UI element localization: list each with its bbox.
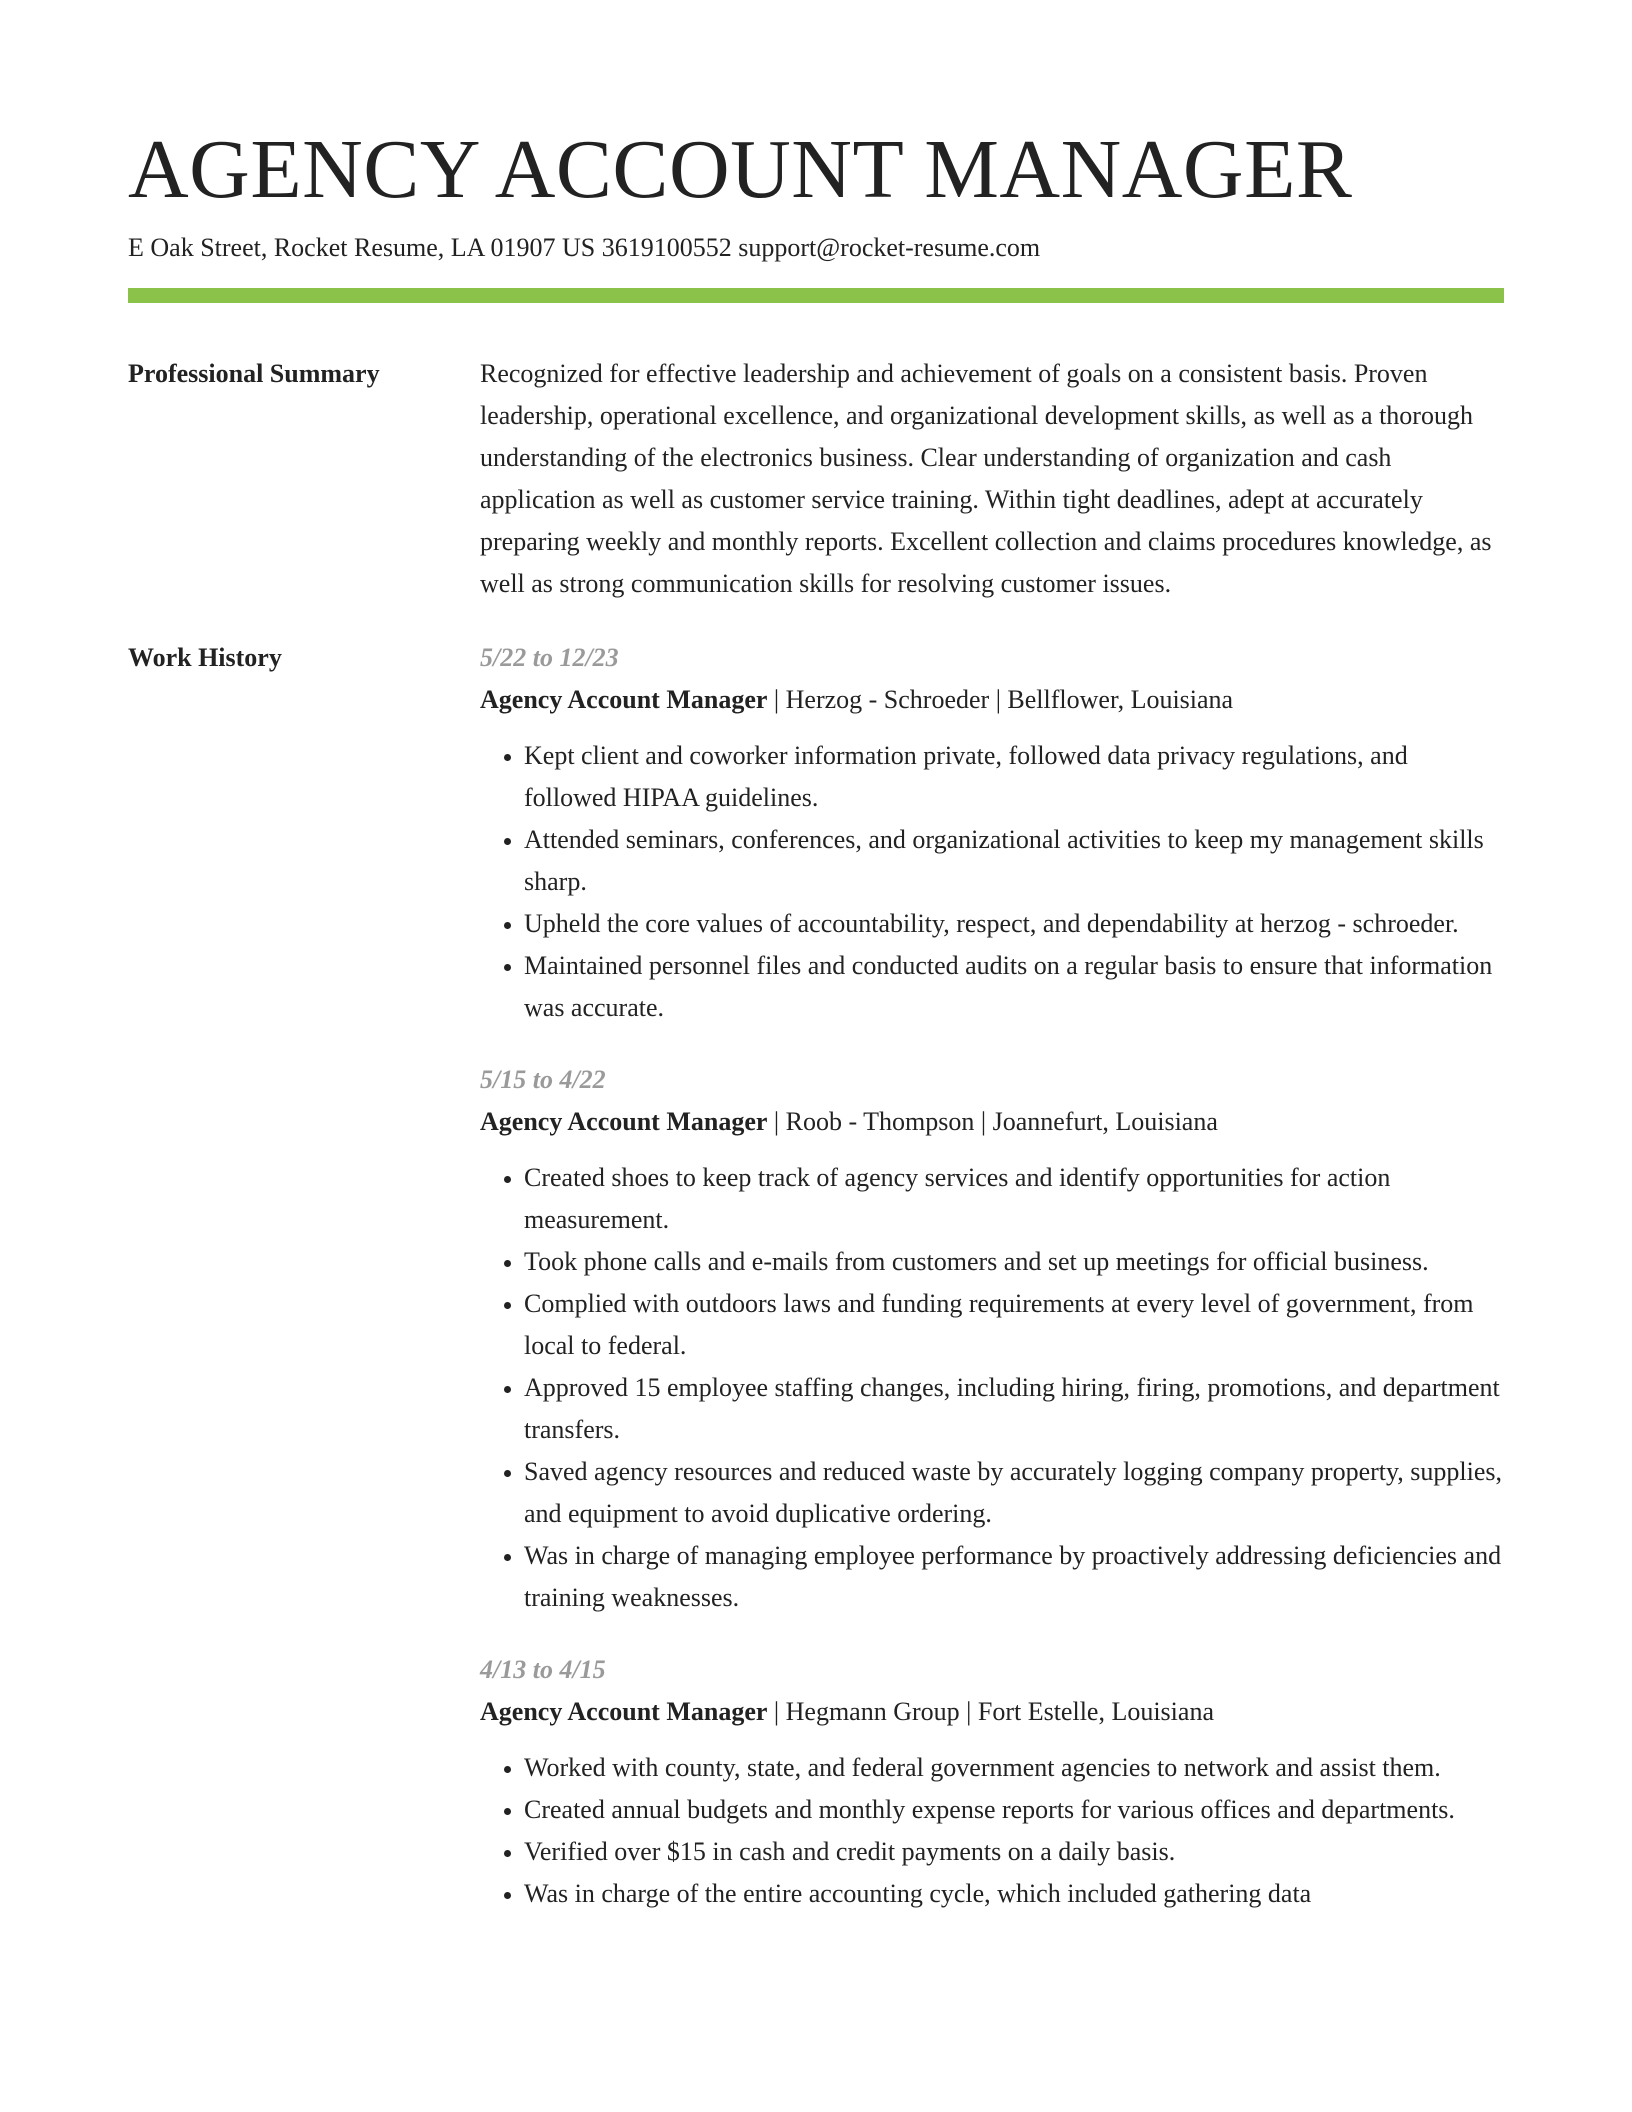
job-bullet: • Approved 15 employee staffing changes, including hiring, firing, promotions, and department transfers. bbox=[524, 1367, 1504, 1451]
job-role: Agency Account Manager bbox=[480, 1107, 768, 1136]
job-entry bbox=[480, 1059, 1504, 1619]
job-heading bbox=[480, 1101, 1504, 1143]
job-bullet: • Took phone calls and e-mails from customers and set up meetings for official business. bbox=[524, 1241, 1504, 1283]
job-location: Fort Estelle, Louisiana bbox=[977, 1697, 1214, 1726]
job-bullet: • Upheld the core values of accountability, respect, and dependability at herzog - schroeder. bbox=[524, 903, 1504, 945]
job-separator: | bbox=[767, 685, 786, 714]
contact-line: E Oak Street, Rocket Resume, LA 01907 US 3619100552 support@rocket-resume.com bbox=[128, 233, 1041, 262]
job-heading bbox=[480, 1691, 1504, 1733]
job-role: Agency Account Manager bbox=[480, 1697, 768, 1726]
job-separator: | bbox=[767, 1697, 786, 1726]
job-separator: | bbox=[767, 1107, 786, 1136]
section-label-summary: Professional Summary bbox=[128, 359, 380, 388]
resume-page bbox=[128, 120, 1504, 1945]
job-entry bbox=[480, 1649, 1504, 1915]
job-bullet: • Complied with outdoors laws and funding requirements at every level of government, from local to federal. bbox=[524, 1283, 1504, 1367]
summary-text: Recognized for effective leadership and achievement of goals on a consistent basis. Proven leadership, operational excellence, and organizational development skills, as well as a thorough understanding of the electronics business. Clear understanding of organization and cash application as well as customer service training. Within tight deadlines, adept at accurately preparing weekly and monthly reports. Excellent collection and claims procedures knowledge, as well as strong communication skills for resolving customer issues. bbox=[480, 359, 1492, 598]
summary-body bbox=[480, 353, 1504, 605]
job-separator: | bbox=[989, 685, 1008, 714]
job-company: Roob - Thompson bbox=[785, 1107, 975, 1136]
header-divider bbox=[128, 288, 1504, 303]
job-bullet: • Worked with county, state, and federal government agencies to network and assist them. bbox=[524, 1747, 1504, 1789]
job-separator: | bbox=[974, 1107, 993, 1136]
job-bullet: • Verified over $15 in cash and credit payments on a daily basis. bbox=[524, 1831, 1504, 1873]
work-history-body bbox=[480, 637, 1504, 1945]
job-heading bbox=[480, 679, 1504, 721]
job-location: Bellflower, Louisiana bbox=[1007, 685, 1234, 714]
job-company: Hegmann Group bbox=[785, 1697, 960, 1726]
job-dates: 5/22 to 12/23 bbox=[480, 643, 619, 672]
job-bullet: • Created annual budgets and monthly expense reports for various offices and departments. bbox=[524, 1789, 1504, 1831]
job-dates: 5/15 to 4/22 bbox=[480, 1065, 606, 1094]
job-separator: | bbox=[959, 1697, 978, 1726]
job-bullet: • Created shoes to keep track of agency services and identify opportunities for action measurement. bbox=[524, 1157, 1504, 1241]
job-location: Joannefurt, Louisiana bbox=[992, 1107, 1218, 1136]
job-bullet: • Was in charge of the entire accounting cycle, which included gathering data bbox=[524, 1873, 1504, 1915]
resume-title: AGENCY ACCOUNT MANAGER bbox=[128, 123, 1353, 216]
work-history-section bbox=[128, 637, 1504, 1945]
job-bullet: • Kept client and coworker information private, followed data privacy regulations, and followed HIPAA guidelines. bbox=[524, 735, 1504, 819]
job-entry bbox=[480, 637, 1504, 1029]
job-bullet: • Attended seminars, conferences, and organizational activities to keep my management skills sharp. bbox=[524, 819, 1504, 903]
job-company: Herzog - Schroeder bbox=[785, 685, 990, 714]
job-bullet-list bbox=[480, 735, 1504, 1029]
job-bullet: • Was in charge of managing employee performance by proactively addressing deficiencies and training weaknesses. bbox=[524, 1535, 1504, 1619]
job-role: Agency Account Manager bbox=[480, 685, 768, 714]
job-bullet: • Saved agency resources and reduced waste by accurately logging company property, supplies, and equipment to avoid duplicative ordering. bbox=[524, 1451, 1504, 1535]
job-dates: 4/13 to 4/15 bbox=[480, 1655, 606, 1684]
job-bullet-list bbox=[480, 1157, 1504, 1619]
job-bullet: • Maintained personnel files and conducted audits on a regular basis to ensure that information was accurate. bbox=[524, 945, 1504, 1029]
section-label-work-history: Work History bbox=[128, 643, 282, 672]
professional-summary-section bbox=[128, 353, 1504, 605]
job-bullet-list bbox=[480, 1747, 1504, 1915]
